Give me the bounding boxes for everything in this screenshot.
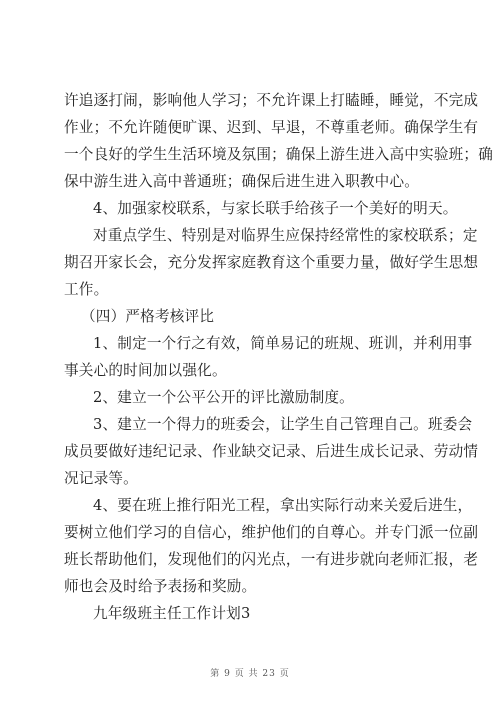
section-item-line: 4、要在班上推行阳光工程，拿出实际行动来关爱后进生， — [93, 497, 473, 514]
subsection-title: 九年级班主任工作计划3 — [93, 605, 251, 622]
section-item-line: 2、建立一个公平公开的评比激励制度。 — [93, 389, 354, 406]
page-number-footer: 第 9 页 共 23 页 — [210, 669, 290, 679]
section-item-line: 4、加强家校联系，与家长联手给孩子一个美好的明天。 — [93, 200, 458, 217]
body-text-line: 师也会及时给予表扬和奖励。 — [64, 578, 257, 595]
body-text-line: 事关心的时间加以强化。 — [64, 362, 227, 379]
body-text-line: 作业；不允许随便旷课、迟到、早退，不尊重老师。确保学生有 — [64, 119, 479, 136]
body-text-line: 对重点学生、特别是对临界生应保持经常性的家校联系；定 — [93, 227, 478, 244]
section-heading: （四）严格考核评比 — [81, 308, 215, 325]
body-text-line: 保中游生进入高中普通班；确保后进生进入职教中心。 — [64, 173, 420, 190]
body-text-line: 许追逐打闹，影响他人学习；不允许课上打瞌睡，睡觉，不完成 — [64, 92, 479, 109]
body-text-line: 工作。 — [64, 281, 109, 298]
body-text-line: 班长帮助他们，发现他们的闪光点，一有进步就向老师汇报，老 — [64, 551, 479, 568]
body-text-line: 期召开家长会，充分发挥家庭教育这个重要力量，做好学生思想 — [64, 254, 479, 271]
section-item-line: 1、制定一个行之有效，简单易记的班规、班训，并利用事 — [93, 335, 473, 352]
body-text-line: 要树立他们学习的自信心，维护他们的自尊心。并专门派一位副 — [64, 524, 479, 541]
body-text-line: 成员要做好违纪记录、作业缺交记录、后进生成长记录、劳动情 — [64, 443, 479, 460]
body-text-line: 一个良好的学生生活环境及氛围；确保上游生进入高中实验班；确 — [64, 146, 494, 163]
section-item-line: 3、建立一个得力的班委会，让学生自己管理自己。班委会 — [93, 416, 473, 433]
body-text-line: 况记录等。 — [64, 470, 138, 487]
